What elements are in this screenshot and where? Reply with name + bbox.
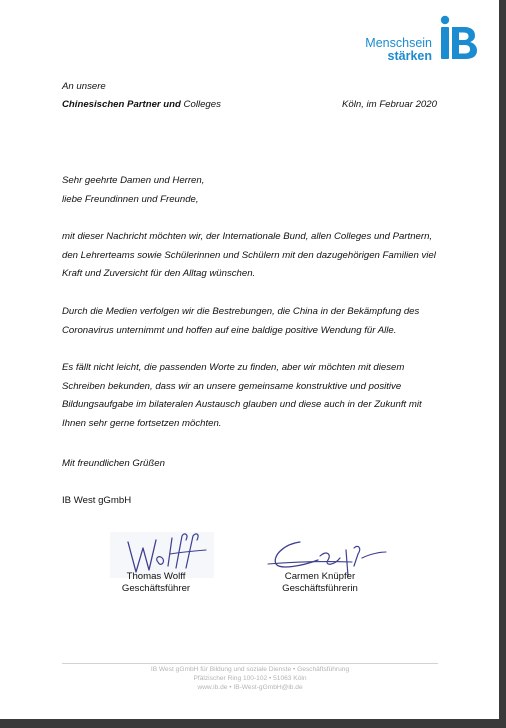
body-p1-line-2: den Lehrerteams sowie Schülerinnen und Schülern mit den dazugehörigen Familien viel — [62, 249, 436, 261]
body-p3-line-4: Ihnen sehr gerne fortsetzen möchten. — [62, 417, 222, 429]
viewer-edge-bottom — [0, 719, 506, 728]
footer-divider — [62, 663, 438, 664]
signatory-2 — [262, 571, 378, 595]
signatory-2-name: Carmen Knüpfer — [284, 571, 356, 582]
letter-date: Köln, im Februar 2020 — [342, 99, 437, 110]
address-line-2-bold: Chinesischen Partner und — [62, 99, 181, 110]
signatory-2-title: Geschäftsführerin — [282, 583, 358, 594]
ib-logo — [366, 14, 478, 62]
body-paragraph-3 — [62, 359, 422, 433]
body-paragraph-2 — [62, 303, 419, 340]
salutation-line-1: Sehr geehrte Damen und Herren, — [62, 175, 205, 186]
body-p1-line-3: Kraft und Zuversicht für den Alltag wünschen. — [62, 268, 256, 279]
body-p2-line-1: Durch die Medien verfolgen wir die Bestrebungen, die China in der Bekämpfung des — [62, 306, 420, 317]
body-p2-line-2: Coronavirus unternimmt und hoffen auf eine baldige positive Wendung für Alle. — [62, 324, 397, 336]
body-p1-line-1: mit dieser Nachricht möchten wir, der Internationale Bund, allen Colleges und Partnern, — [62, 231, 433, 242]
body-paragraph-1 — [62, 228, 436, 284]
address-line-2 — [62, 99, 221, 111]
viewer-edge-right — [499, 0, 506, 728]
salutation — [62, 172, 204, 209]
salutation-line-2: liebe Freundinnen und Freunde, — [62, 193, 199, 205]
signatory-1-title: Geschäftsführer — [121, 583, 191, 594]
address-line-2-rest: Colleges — [180, 99, 221, 110]
body-p3-line-3: Bildungsaufgabe im bilateralen Austausch glauben und diese auch in der Zukunft mit — [62, 399, 422, 410]
ib-logo-mark-icon — [436, 14, 478, 62]
footer-line-2: Pfälzischer Ring 100-102 • 51063 Köln — [193, 675, 307, 682]
signatory-1-name: Thomas Wolff — [126, 571, 186, 582]
company-name: IB West gGmbH — [62, 495, 132, 506]
body-p3-line-1: Es fällt nicht leicht, die passenden Worte zu finden, aber wir möchten mit diesem — [62, 362, 405, 373]
logo-slogan-line1: Menschsein — [365, 36, 432, 50]
closing: Mit freundlichen Grüßen — [62, 458, 165, 469]
signatory-1 — [98, 571, 214, 595]
footer-line-1: IB West gGmbH für Bildung und soziale Dienste • Geschäftsführung — [150, 666, 350, 673]
footer-line-3: www.ib.de • IB-West-gGmbH@ib.de — [197, 684, 303, 691]
address-line-1: An unsere — [62, 81, 106, 92]
logo-slogan-line2: stärken — [387, 49, 432, 63]
body-p3-line-2: Schreiben bekunden, dass wir an unsere gemeinsame konstruktive und positive — [62, 380, 402, 392]
